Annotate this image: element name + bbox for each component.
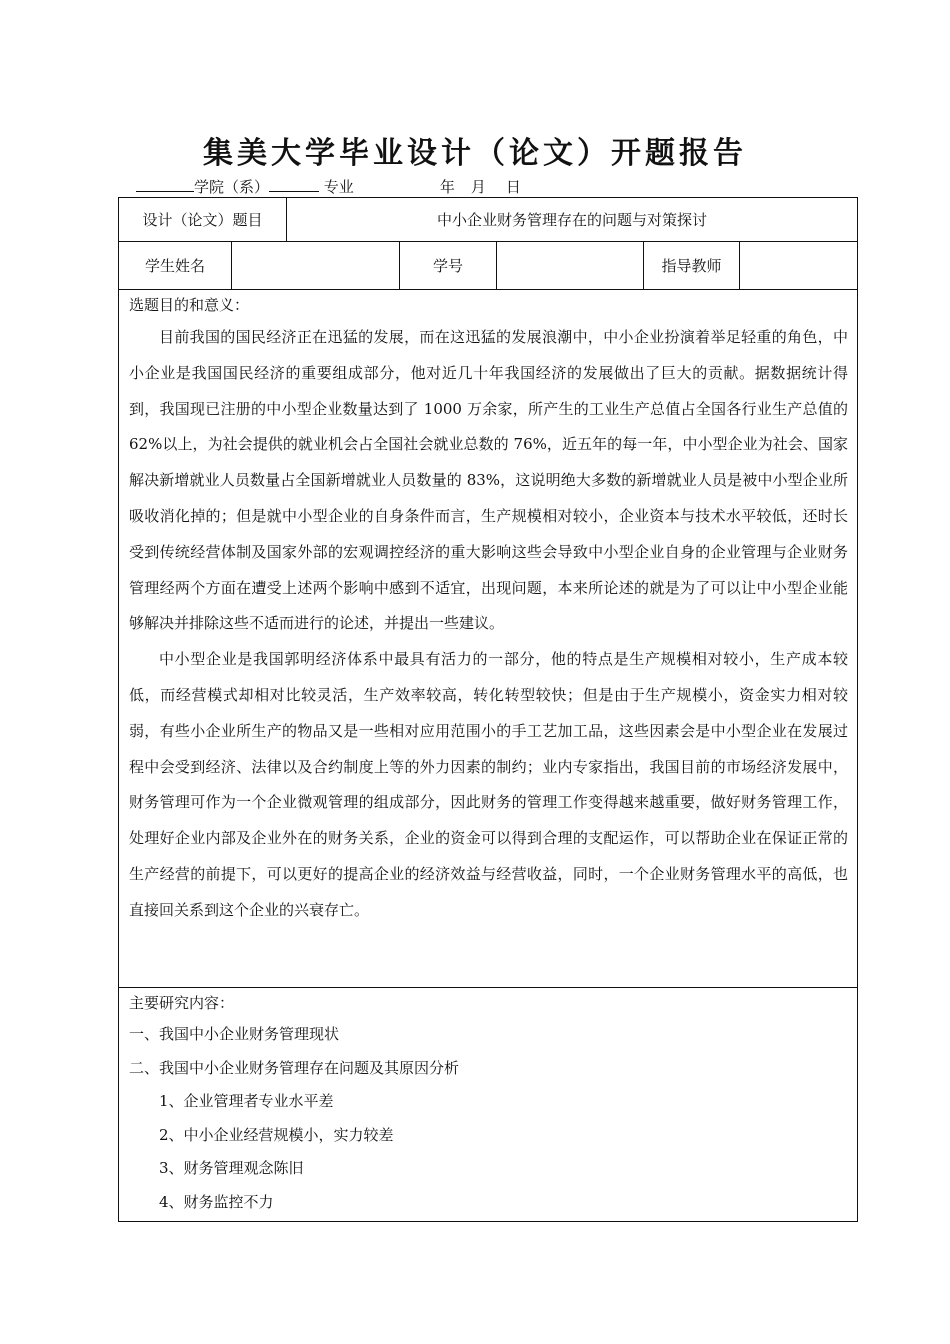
research-subitem: 3、财务管理观念陈旧 bbox=[159, 1159, 304, 1177]
student-info-row bbox=[119, 242, 858, 290]
purpose-section bbox=[119, 290, 858, 988]
purpose-paragraph: 目前我国的国民经济正在迅猛的发展，而在这迅猛的发展浪潮中，中小企业扮演着举足轻重的角色，中小企业是我国国民经济的重要组成部分，他对近几十年我国经济的发展做出了巨大的贡献。据数据统计得到，我国现已注册的中小型企业数量达到了 1000 万余家，所产生的工业生产总值占全国各行业生产总值的 62%以上，为社会提供的就业机会占全国社会就业总数的 76%，近五年的每一年，中小型企业为社会、国家解决新增就业人员数量占全国新增就业人员数量的 83%，这说明绝大多数的新增就业人员是被中小型企业所吸收消化掉的；但是就中小型企业的自身条件而言，生产规模相对较小，企业资本与技术水平较低，还时长受到传统经营体制及国家外部的宏观调控经济的重大影响这些会导致中小型企业自身的企业管理与企业财务管理经两个方面在遭受上述两个影响中感到不适宜，出现问题，本来所论述的就是为了可以让中小型企业能够解决并排除这些不适而进行的论述，并提出一些建议。 bbox=[129, 328, 849, 633]
research-subitem: 1、企业管理者专业水平差 bbox=[159, 1092, 334, 1110]
purpose-row bbox=[119, 290, 858, 988]
month-label: 月 bbox=[470, 178, 486, 196]
student-name-value bbox=[232, 242, 400, 290]
research-row bbox=[119, 988, 858, 1222]
major-blank bbox=[269, 177, 319, 192]
topic-label: 设计（论文）题目 bbox=[119, 198, 287, 242]
research-section bbox=[119, 988, 858, 1222]
advisor-label: 指导教师 bbox=[644, 242, 740, 290]
student-id-label: 学号 bbox=[400, 242, 497, 290]
research-heading: 主要研究内容： bbox=[129, 994, 235, 1012]
research-subitem: 4、财务监控不力 bbox=[159, 1192, 274, 1211]
advisor-value bbox=[740, 242, 858, 290]
purpose-heading: 选题目的和意义： bbox=[129, 296, 250, 314]
college-label: 学院（系） bbox=[194, 178, 270, 196]
research-subitem: 2、中小企业经营规模小，实力较差 bbox=[159, 1125, 394, 1144]
purpose-paragraph: 中小型企业是我国郭明经济体系中最具有活力的一部分，他的特点是生产规模相对较小，生产成本较低，而经营模式却相对比较灵活，生产效率较高，转化转型较快；但是由于生产规模小，资金实力相对较弱，有些小企业所生产的物品又是一些相对应用范围小的手工艺加工品，这些因素会是中小型企业在发展过程中会受到经济、法律以及合约制度上等的外力因素的制约；业内专家指出，我国目前的市场经济发展中，财务管理可作为一个企业微观管理的组成部分，因此财务的管理工作变得越来越重要，做好财务管理工作，处理好企业内部及企业外在的财务关系，企业的资金可以得到合理的支配运作，可以帮助企业在保证正常的生产经营的前提下，可以更好的提高企业的经济效益与经营收益，同时，一个企业财务管理水平的高低，也直接回关系到这个企业的兴衰存亡。 bbox=[129, 650, 849, 919]
major-label: 专业 bbox=[323, 178, 354, 196]
page-title: 集美大学毕业设计（论文）开题报告 bbox=[203, 136, 747, 171]
student-id-value bbox=[497, 242, 644, 290]
topic-value: 中小企业财务管理存在的问题与对策探讨 bbox=[287, 198, 858, 242]
header-info-line bbox=[136, 176, 521, 197]
topic-row bbox=[119, 198, 858, 242]
day-label: 日 bbox=[505, 178, 521, 196]
college-blank bbox=[136, 177, 194, 192]
proposal-form-table bbox=[118, 197, 858, 1222]
student-name-label: 学生姓名 bbox=[119, 242, 232, 290]
research-item: 一、我国中小企业财务管理现状 bbox=[129, 1025, 340, 1043]
year-label: 年 bbox=[439, 178, 455, 196]
research-item: 二、我国中小企业财务管理存在问题及其原因分析 bbox=[129, 1058, 460, 1077]
